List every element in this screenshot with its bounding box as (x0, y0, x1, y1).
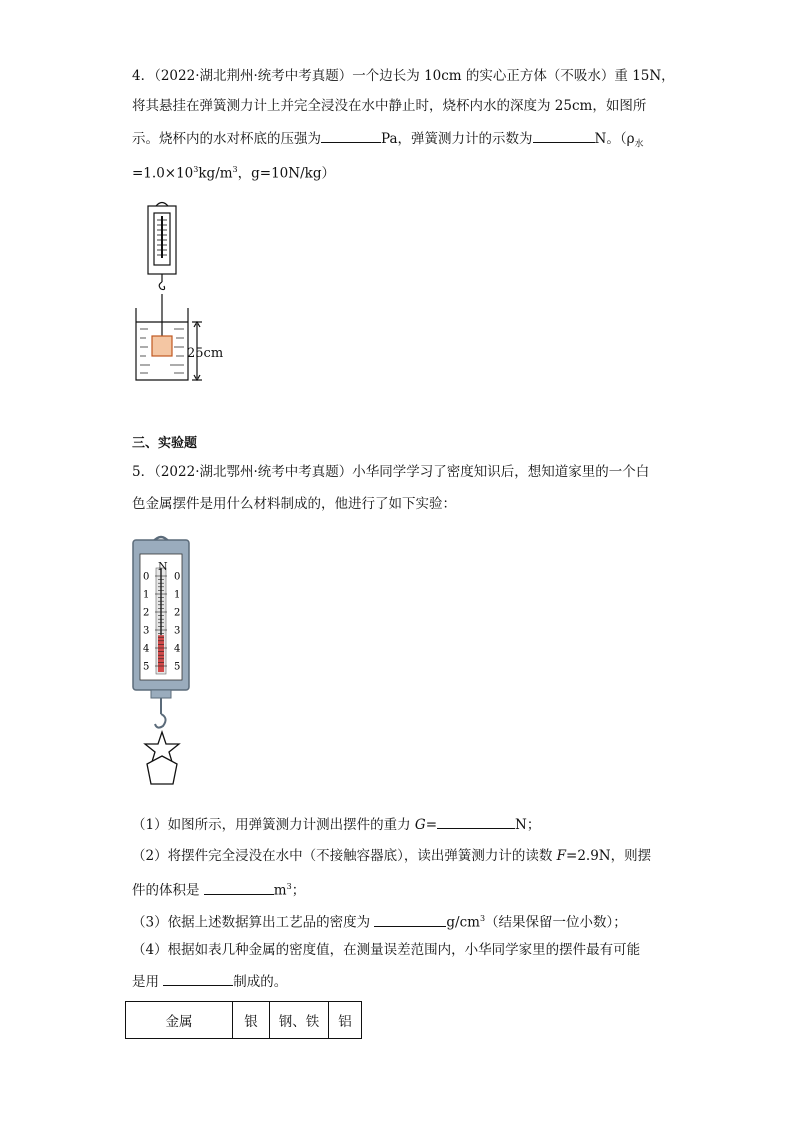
scale-tick-label: 3 (143, 625, 150, 637)
answer-blank-metal[interactable] (163, 971, 233, 986)
scale-tick-label: 1 (143, 589, 150, 601)
q5-line-2: 色金属摆件是用什么材料制成的，他进行了如下实验： (132, 496, 456, 512)
exp: 3 (286, 882, 292, 891)
scale-unit-label: N (158, 560, 168, 573)
rho-subscript: 水 (634, 139, 644, 150)
q5-text: （1）如图所示，用弹簧测力计测出摆件的重力 (132, 817, 415, 833)
scale-tick-label: 3 (174, 625, 181, 637)
q5-text: （3）依据上述数据算出工艺品的密度为 (132, 914, 375, 931)
table-cell: 钢、铁 (270, 1002, 329, 1039)
scale-tick-label: 2 (174, 607, 181, 619)
q5-text: g/cm (446, 914, 480, 931)
q5-text: （2）将摆件完全浸没在水中（不接触容器底），读出弹簧测力计的读数 (132, 848, 557, 864)
var-f: F (556, 848, 567, 864)
q4-line-3 (132, 128, 644, 155)
section-title: 三、实验题 (132, 436, 198, 451)
exp: 3 (479, 914, 486, 923)
scale-tick-label: 4 (174, 643, 181, 655)
q4-figure (130, 196, 240, 386)
var-g: G (414, 817, 426, 833)
answer-blank-density[interactable] (374, 912, 446, 927)
table-cell: 银 (233, 1002, 270, 1039)
q5-text: m (273, 882, 287, 899)
q4-text: ，g=10N/kg） (237, 165, 335, 182)
table-header-cell: 金属 (126, 1002, 233, 1039)
table-cell: 铝 (329, 1002, 362, 1039)
scale-tick-label: 2 (143, 607, 150, 619)
q4-line-1: 4．（2022·湖北荆州·统考中考真题）一个边长为 10cm 的实心正方体（不吸水）重 15N， (132, 68, 675, 84)
q4-text: Pa，弹簧测力计的示数为 (381, 131, 533, 147)
spring-scale-icon (148, 203, 176, 337)
table-row (126, 1002, 362, 1039)
depth-label: 25cm (187, 346, 224, 361)
q5-text: =2.9N，则摆 (566, 848, 652, 864)
scale-tick-label: 4 (143, 643, 150, 655)
q5-text: 件的体积是 (132, 882, 204, 899)
scale-tick-label: 5 (174, 661, 181, 673)
q4-text: N。（ρ (594, 131, 635, 147)
q4-text: =1.0×10 (132, 165, 194, 182)
scale-tick-label: 5 (143, 661, 150, 673)
answer-blank-weight[interactable] (437, 814, 515, 829)
answer-blank-volume[interactable] (204, 880, 274, 895)
q5-part-2a (132, 846, 651, 866)
q5-text: N； (515, 817, 541, 833)
q4-text: 示。烧杯内的水对杯底的压强为 (132, 131, 321, 147)
answer-blank-reading[interactable] (533, 128, 595, 143)
answer-blank-pressure[interactable] (321, 128, 381, 143)
q4-line-4 (132, 160, 335, 184)
exp: 3 (232, 165, 238, 174)
q5-text: = (425, 817, 437, 833)
q5-text: （结果保留一位小数）； (485, 914, 627, 931)
q5-text: 是用 (132, 974, 164, 990)
q5-part-3 (132, 909, 627, 933)
q5-text: ； (291, 882, 306, 899)
exp: 3 (193, 165, 199, 174)
q5-text: 制成的。 (233, 974, 288, 990)
q5-part-4b (132, 971, 287, 992)
q5-part-1 (132, 814, 540, 835)
q5-part-4a: （4）根据如表几种金属的密度值，在测量误差范围内，小华同学家里的摆件最有可能 (132, 942, 641, 958)
q4-text: kg/m (198, 165, 233, 182)
density-table (125, 1001, 362, 1039)
scale-tick-label: 0 (174, 571, 181, 583)
q4-line-2: 将其悬挂在弹簧测力计上并完全浸没在水中静止时，烧杯内水的深度为 25cm，如图所 (132, 98, 647, 114)
star-pendant-icon (145, 732, 179, 784)
q5-part-2b (132, 877, 305, 901)
q5-line-1: 5．（2022·湖北鄂州·统考中考真题）小华同学学习了密度知识后，想知道家里的一个白 (132, 464, 650, 480)
scale-tick-label: 1 (174, 589, 181, 601)
scale-tick-label: 0 (143, 571, 150, 583)
